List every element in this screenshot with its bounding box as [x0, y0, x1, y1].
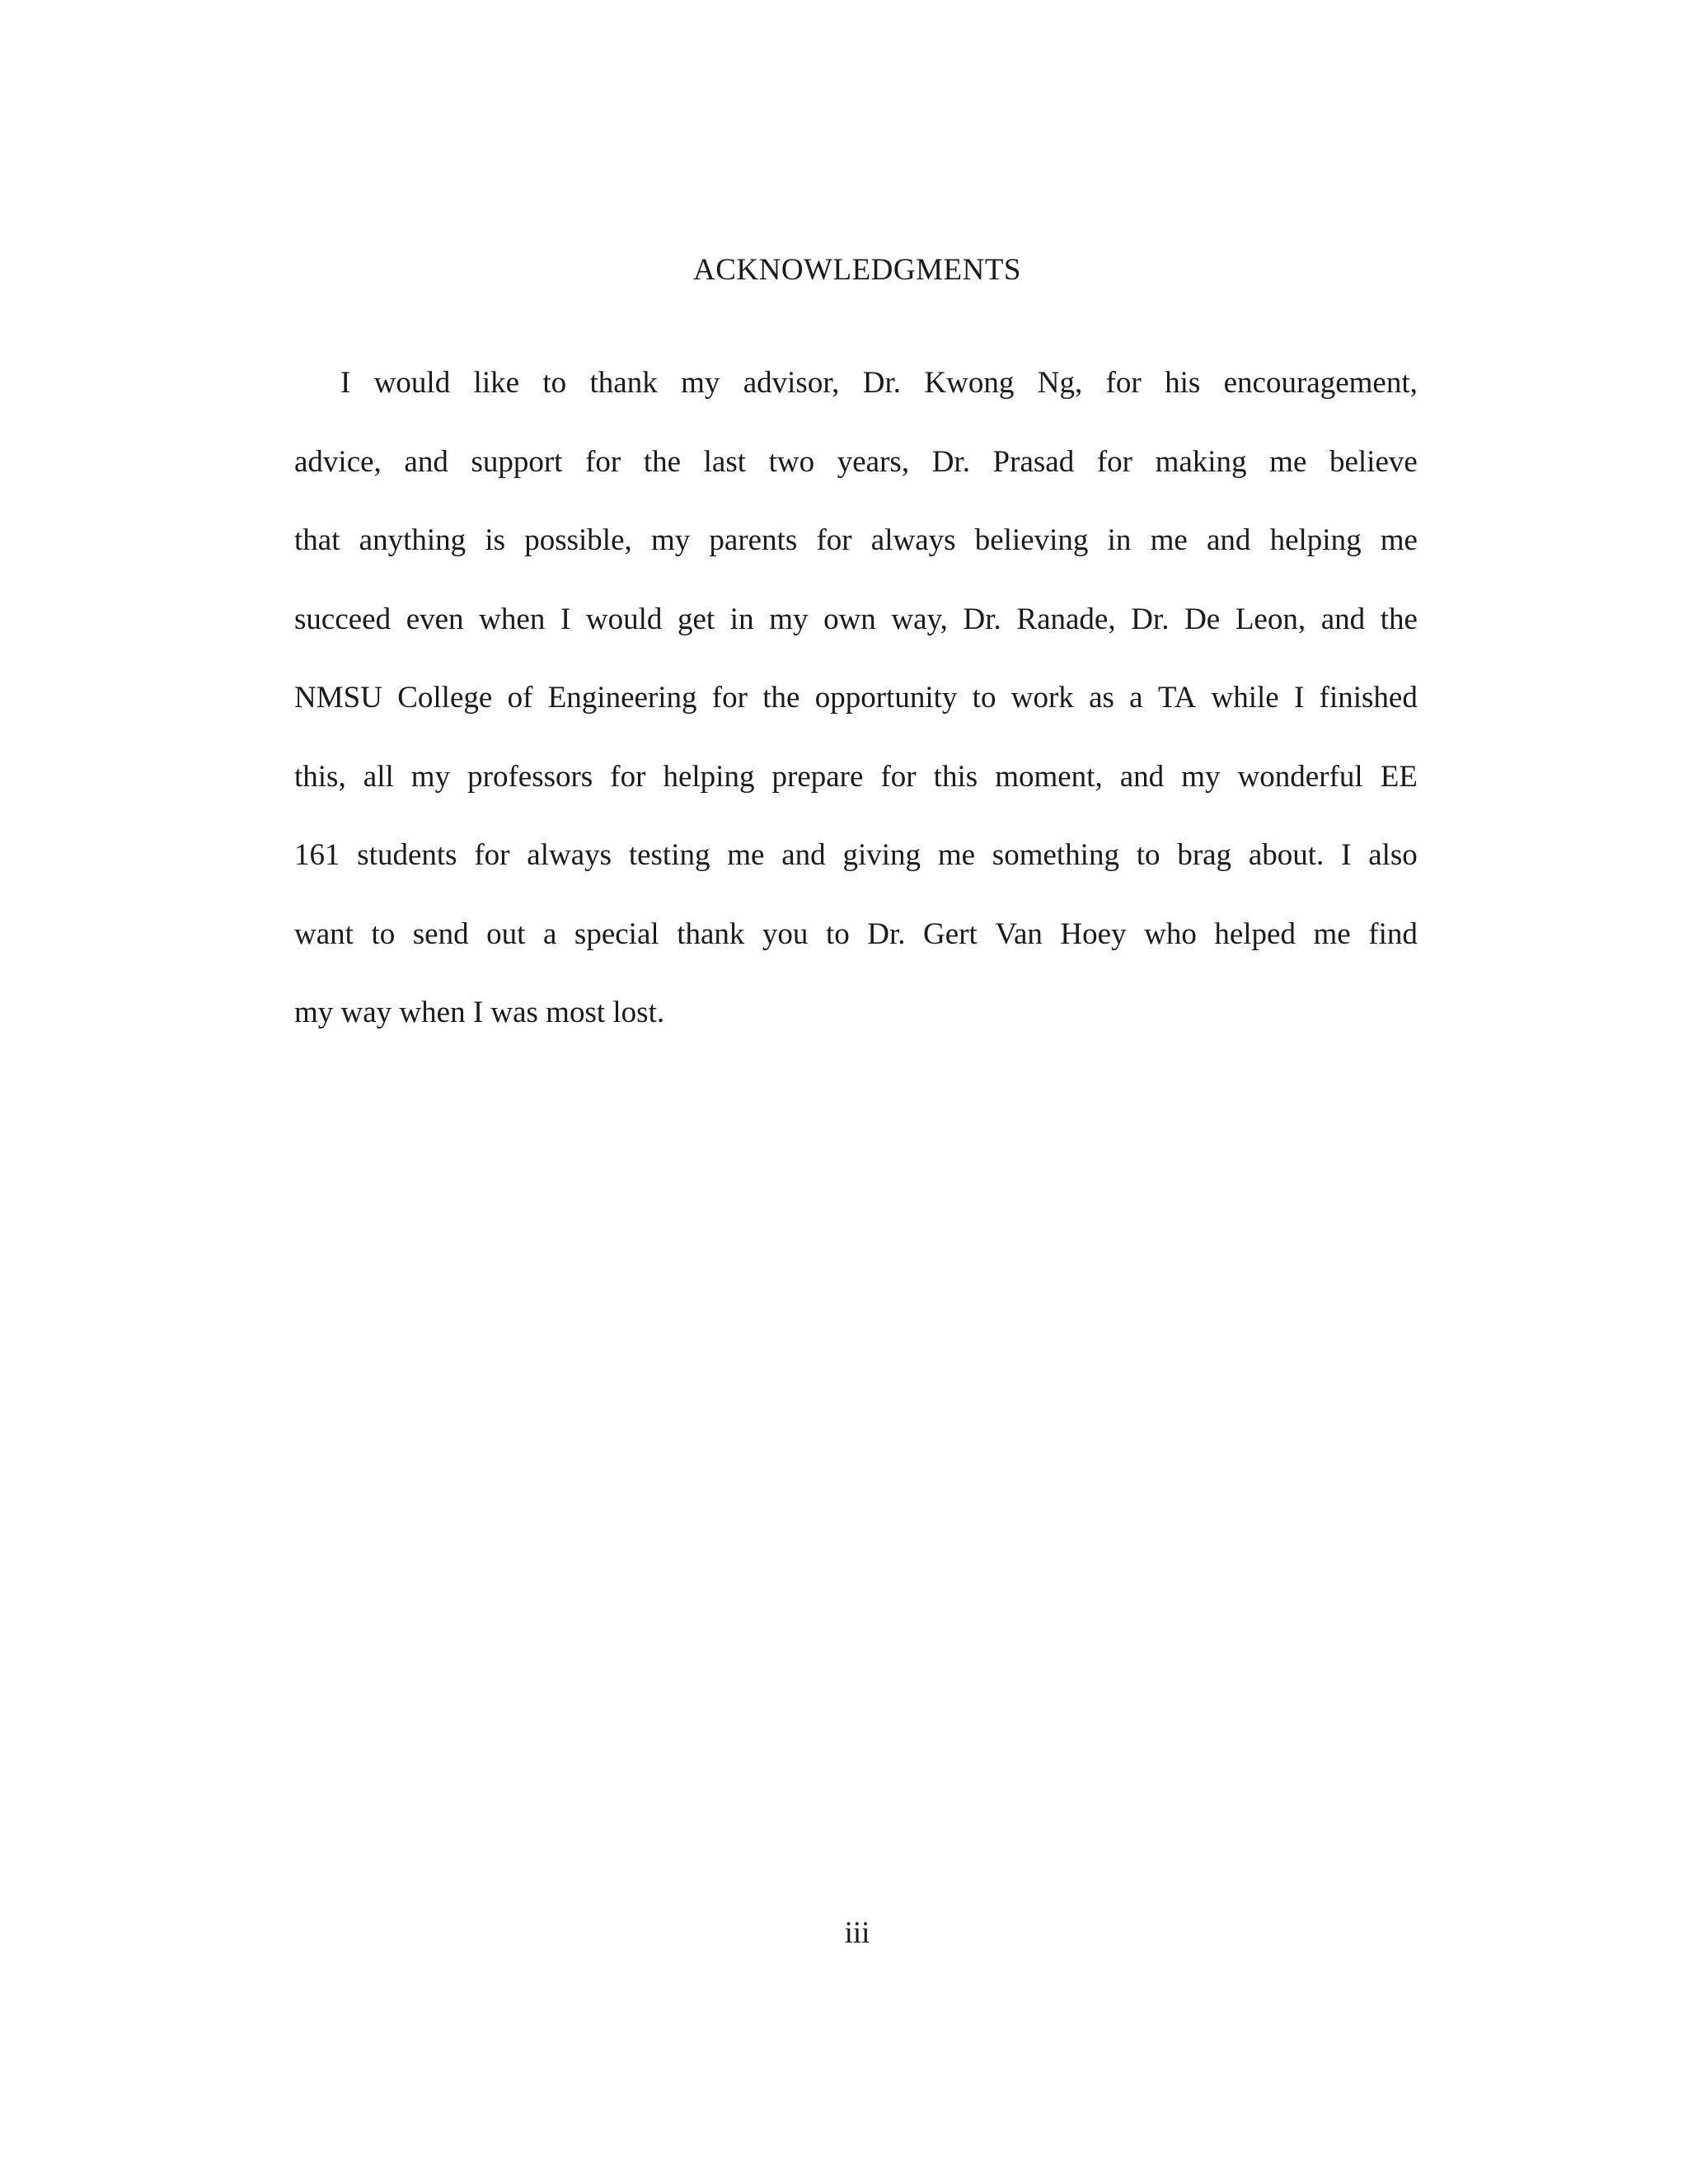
paragraph-line: advice, and support for the last two years, Dr. Prasad for making me believe — [294, 444, 1418, 479]
page-title: ACKNOWLEDGMENTS — [692, 253, 1022, 287]
paragraph-line: my way when I was most lost. — [294, 996, 665, 1029]
acknowledgments-paragraph — [294, 363, 1418, 1072]
paragraph-line: 161 students for always testing me and giving me something to brag about. I also — [294, 838, 1418, 872]
paragraph-line: I would like to thank my advisor, Dr. Kwong Ng, for his encouragement, — [340, 366, 1418, 400]
paragraph-line: that anything is possible, my parents for always believing in me and helping me — [294, 523, 1418, 557]
paragraph-line: NMSU College of Engineering for the opportunity to work as a TA while I finished — [294, 681, 1418, 715]
paragraph-line: want to send out a special thank you to Dr. Gert Van Hoey who helped me find — [294, 916, 1418, 951]
page-number: iii — [844, 1916, 870, 1950]
paragraph-line: this, all my professors for helping prepare for this moment, and my wonderful EE — [294, 759, 1418, 794]
paragraph-line: succeed even when I would get in my own way, Dr. Ranade, Dr. De Leon, and the — [294, 602, 1418, 636]
